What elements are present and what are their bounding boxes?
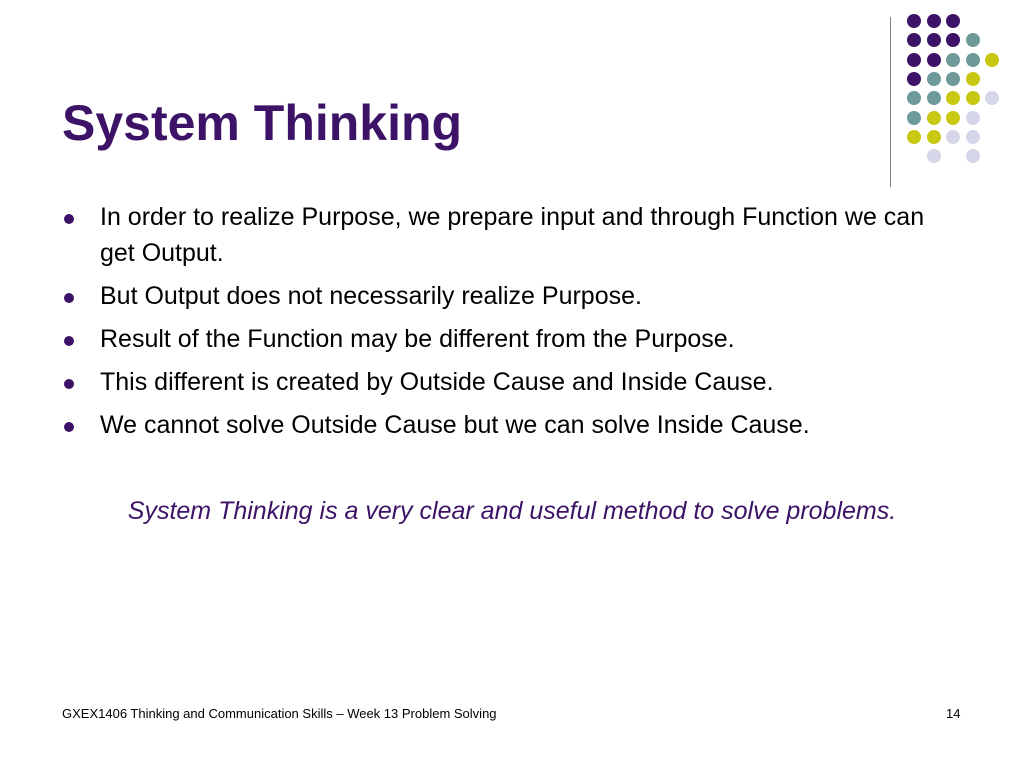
decorative-dot-lavender [966,111,980,125]
bullet-icon [64,379,74,389]
decorative-dot-purple [946,33,960,47]
bullet-text: In order to realize Purpose, we prepare input and through Function we can get Output. [100,203,925,267]
decorative-dot-purple [907,72,921,86]
bullet-item [62,364,962,400]
decorative-dot-grid [907,14,1007,164]
decorative-dot-yellow [985,53,999,67]
decorative-dot-purple [927,14,941,28]
decorative-dot-teal [907,91,921,105]
decorative-dot-yellow [927,111,941,125]
decorative-dot-teal [927,91,941,105]
decorative-dot-teal [946,72,960,86]
decorative-dot-lavender [966,149,980,163]
page-number: 14 [946,706,961,721]
decorative-dot-yellow [966,72,980,86]
decorative-dot-purple [907,53,921,67]
bullet-list [62,199,962,450]
decorative-dot-purple [907,14,921,28]
bullet-icon [64,336,74,346]
decorative-dot-yellow [946,111,960,125]
bullet-text: But Output does not necessarily realize Purpose. [100,282,642,310]
decorative-dot-lavender [927,149,941,163]
decorative-dot-teal [946,53,960,67]
decorative-dot-yellow [946,91,960,105]
decorative-dot-teal [966,53,980,67]
decorative-dot-yellow [907,130,921,144]
bullet-item [62,199,962,271]
decorative-dot-purple [927,33,941,47]
slide-title: System Thinking [62,95,463,151]
bullet-text: Result of the Function may be different from the Purpose. [100,325,735,353]
bullet-text: This different is created by Outside Cause and Inside Cause. [100,368,774,396]
decorative-dot-lavender [946,130,960,144]
bullet-icon [64,293,74,303]
decorative-dot-teal [966,33,980,47]
bullet-icon [64,214,74,224]
bullet-item [62,278,962,314]
bullet-item [62,321,962,357]
decorative-dot-purple [907,33,921,47]
title-divider-line [890,17,891,187]
decorative-dot-teal [927,72,941,86]
bullet-text: We cannot solve Outside Cause but we can solve Inside Cause. [100,411,810,439]
decorative-dot-lavender [966,130,980,144]
decorative-dot-purple [927,53,941,67]
decorative-dot-teal [907,111,921,125]
decorative-dot-purple [946,14,960,28]
bullet-item [62,407,962,443]
decorative-dot-yellow [966,91,980,105]
conclusion-text: System Thinking is a very clear and useful method to solve problems. [127,497,897,525]
footer-course-title: GXEX1406 Thinking and Communication Skills – Week 13 Problem Solving [62,706,497,721]
decorative-dot-yellow [927,130,941,144]
bullet-icon [64,422,74,432]
decorative-dot-lavender [985,91,999,105]
